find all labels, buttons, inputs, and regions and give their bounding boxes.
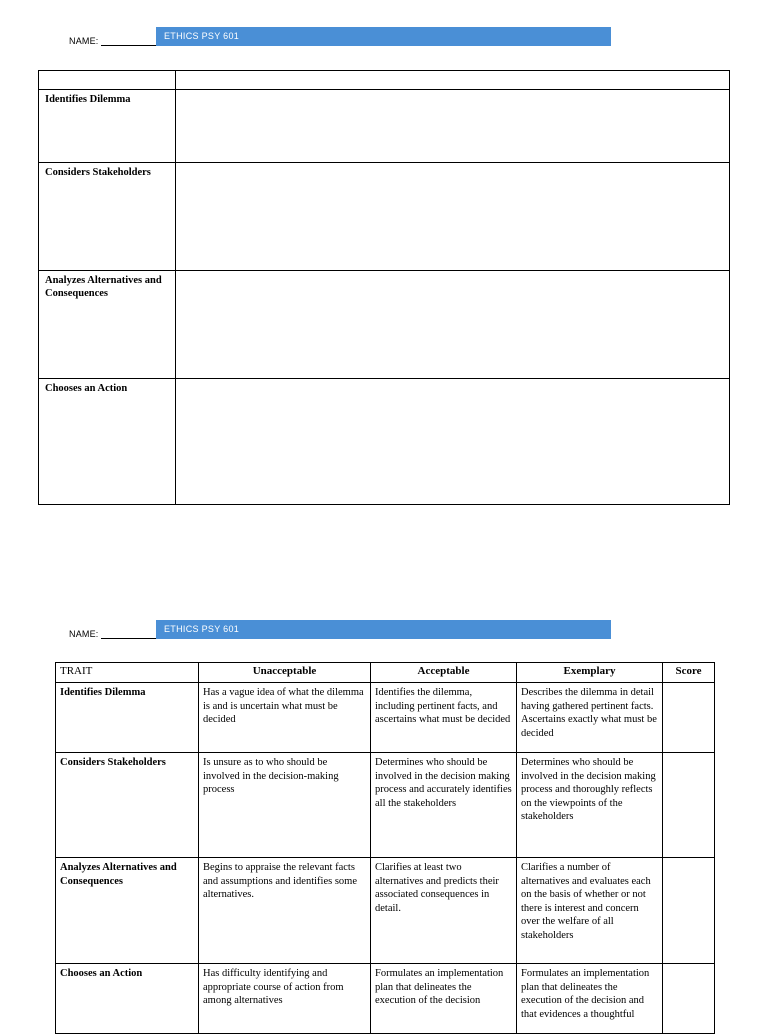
table-cell <box>39 71 176 90</box>
exemplary-cell: Describes the dilemma in detail having gathered pertinent facts. Ascertains exactly what must be decided <box>517 683 663 753</box>
response-cell[interactable] <box>176 163 730 271</box>
table-row <box>39 163 730 271</box>
column-header-trait: TRAIT <box>56 663 199 683</box>
trait-label: Identifies Dilemma <box>39 90 176 163</box>
table-row <box>39 90 730 163</box>
score-cell[interactable] <box>663 683 715 753</box>
trait-label: Considers Stakeholders <box>56 753 199 858</box>
table-row <box>56 964 715 1034</box>
course-title: ETHICS PSY 601 <box>164 31 240 41</box>
name-label: NAME: <box>69 629 99 639</box>
trait-label: Considers Stakeholders <box>39 163 176 271</box>
score-cell[interactable] <box>663 964 715 1034</box>
unacceptable-cell: Is unsure as to who should be involved in the decision-making process <box>199 753 371 858</box>
score-cell[interactable] <box>663 753 715 858</box>
table-header-row <box>39 71 730 90</box>
acceptable-cell: Formulates an implementation plan that delineates the execution of the decision <box>371 964 517 1034</box>
acceptable-cell: Identifies the dilemma, including pertinent facts, and ascertains what must be decided <box>371 683 517 753</box>
unacceptable-cell: Has a vague idea of what the dilemma is and is uncertain what must be decided <box>199 683 371 753</box>
table-row <box>39 379 730 505</box>
exemplary-cell: Formulates an implementation plan that delineates the execution of the decision and that evidences a thoughtful <box>517 964 663 1034</box>
exemplary-cell: Determines who should be involved in the decision making process and thoroughly reflects on the viewpoints of the stakeholders <box>517 753 663 858</box>
table-header-row <box>56 663 715 683</box>
exemplary-cell: Clarifies a number of alternatives and evaluates each on the basis of whether or not there is interest and concern over the welfare of all stakeholders <box>517 858 663 964</box>
trait-label: Chooses an Action <box>39 379 176 505</box>
unacceptable-cell: Has difficulty identifying and appropriate course of action from among alternatives <box>199 964 371 1034</box>
score-cell[interactable] <box>663 858 715 964</box>
trait-label: Chooses an Action <box>56 964 199 1034</box>
acceptable-cell: Determines who should be involved in the decision making process and accurately identifies all the stakeholders <box>371 753 517 858</box>
table-row <box>39 271 730 379</box>
name-header-bottom <box>69 620 629 640</box>
trait-label: Identifies Dilemma <box>56 683 199 753</box>
name-header-top <box>69 27 629 47</box>
course-banner <box>156 27 611 46</box>
acceptable-cell: Clarifies at least two alternatives and predicts their associated consequences in detail. <box>371 858 517 964</box>
course-banner <box>156 620 611 639</box>
rubric-table <box>55 662 715 1034</box>
response-cell[interactable] <box>176 379 730 505</box>
column-header-score: Score <box>663 663 715 683</box>
trait-label: Analyzes Alternatives and Consequences <box>39 271 176 379</box>
response-cell[interactable] <box>176 90 730 163</box>
column-header-exemplary: Exemplary <box>517 663 663 683</box>
blank-rubric-table <box>38 70 730 505</box>
table-cell <box>176 71 730 90</box>
table-row <box>56 858 715 964</box>
course-title: ETHICS PSY 601 <box>164 624 240 634</box>
name-label: NAME: <box>69 36 99 46</box>
column-header-acceptable: Acceptable <box>371 663 517 683</box>
response-cell[interactable] <box>176 271 730 379</box>
trait-label: Analyzes Alternatives and Consequences <box>56 858 199 964</box>
table-row <box>56 753 715 858</box>
column-header-unacceptable: Unacceptable <box>199 663 371 683</box>
unacceptable-cell: Begins to appraise the relevant facts and assumptions and identifies some alternatives. <box>199 858 371 964</box>
table-row <box>56 683 715 753</box>
